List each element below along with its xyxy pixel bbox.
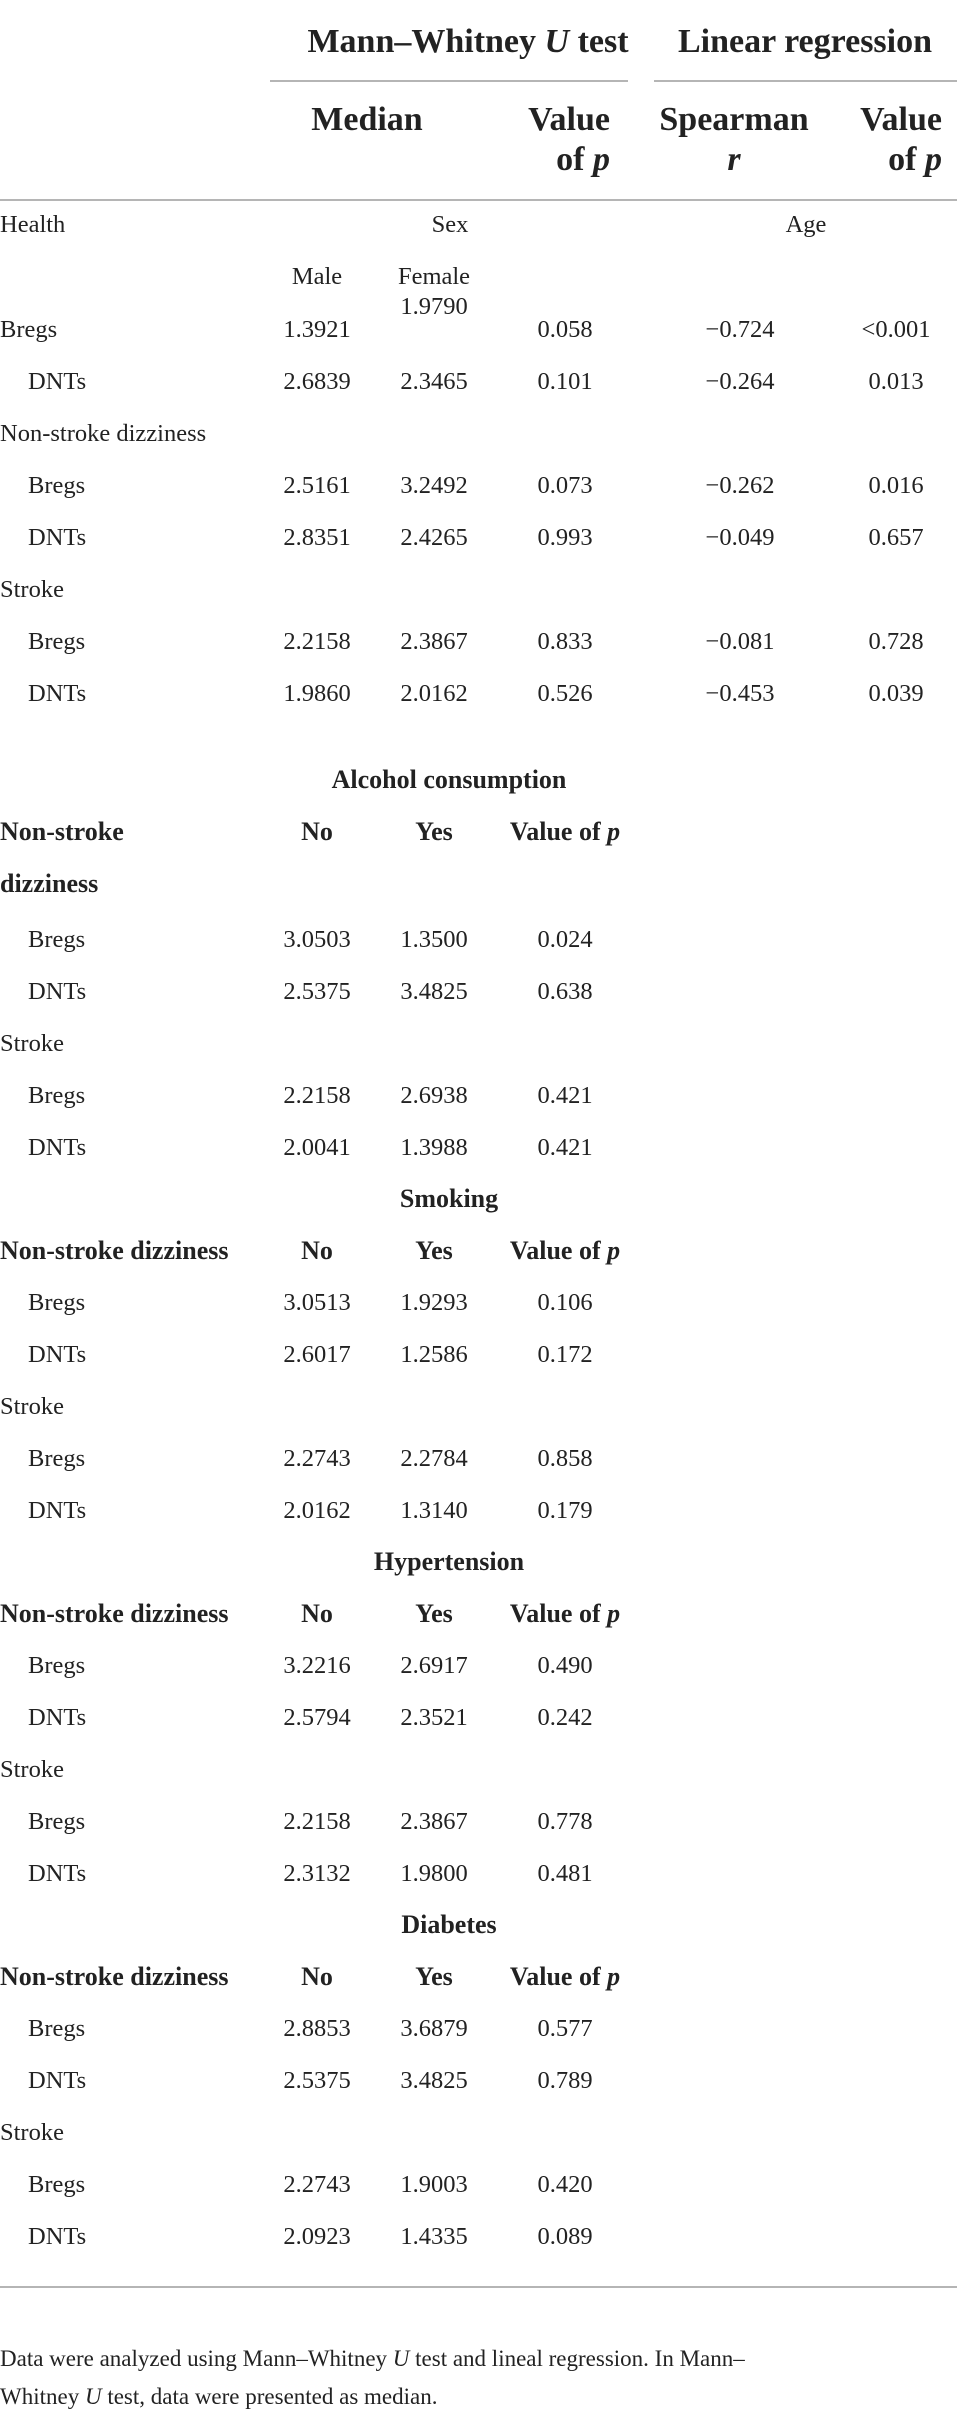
cell-yes-median: 3.4825 xyxy=(400,2067,468,2094)
column-label-value-of-p: Value of p xyxy=(509,1236,621,1265)
group-label: Stroke xyxy=(0,1393,64,1420)
column-label-value-of-p: Value of p xyxy=(509,1599,621,1628)
cell-no-median: 2.2743 xyxy=(283,2171,351,2198)
cell-regression-p: 0.016 xyxy=(868,472,924,499)
column-label-female: Female xyxy=(397,263,471,290)
cell-no-median: 2.3132 xyxy=(283,1860,351,1887)
cell-value-of-p: 0.058 xyxy=(537,316,593,343)
column-label-yes: Yes xyxy=(415,1599,453,1628)
row-label: DNTs xyxy=(28,2223,87,2250)
cell-regression-p: 0.657 xyxy=(868,524,924,551)
cell-yes-median: 1.9800 xyxy=(400,1860,468,1887)
cell-value-of-p: 0.638 xyxy=(537,978,593,1005)
row-label: Bregs xyxy=(28,1808,86,1835)
cell-value-of-p: 0.481 xyxy=(537,1860,593,1887)
cell-value-of-p: 0.421 xyxy=(537,1082,593,1109)
cell-spearman-r: −0.262 xyxy=(705,472,775,499)
cell-yes-median: 1.3500 xyxy=(400,926,468,953)
cell-yes-median: 3.6879 xyxy=(400,2015,468,2042)
cell-yes-median: 1.9293 xyxy=(400,1289,468,1316)
header-value-of-p-regression: Value of p xyxy=(860,101,942,178)
column-label-yes: Yes xyxy=(415,1236,453,1265)
group-label: Non-stroke dizziness xyxy=(0,420,207,447)
cell-yes-median: 1.9003 xyxy=(400,2171,468,2198)
cell-spearman-r: −0.049 xyxy=(705,524,775,551)
cell-no-median: 2.5794 xyxy=(283,1704,351,1731)
header-median: Median xyxy=(311,101,423,138)
cell-value-of-p: 0.242 xyxy=(537,1704,593,1731)
row-label: DNTs xyxy=(28,1497,87,1524)
row-label: DNTs xyxy=(28,1704,87,1731)
column-label-no: No xyxy=(301,1962,333,1991)
column-label-no: No xyxy=(301,817,333,846)
group-label: Stroke xyxy=(0,1756,64,1783)
cell-no-median: 2.0041 xyxy=(283,1134,351,1161)
group-label: Stroke xyxy=(0,1030,64,1057)
cell-male-median: 2.6839 xyxy=(283,368,351,395)
row-label: Bregs xyxy=(0,316,58,343)
column-label-sex: Sex xyxy=(431,211,469,238)
section-title-hypertension: Hypertension xyxy=(373,1547,525,1576)
header-mann-whitney: Mann–Whitney U test xyxy=(307,23,629,60)
row-label: Bregs xyxy=(28,472,86,499)
cell-yes-median: 1.3140 xyxy=(400,1497,468,1524)
cell-no-median: 3.2216 xyxy=(283,1652,351,1679)
cell-regression-p: <0.001 xyxy=(861,316,931,343)
section-title-diabetes: Diabetes xyxy=(401,1910,497,1939)
group-label: Non-stroke dizziness xyxy=(0,1236,229,1265)
cell-spearman-r: −0.264 xyxy=(705,368,775,395)
row-label: DNTs xyxy=(28,1860,87,1887)
row-label: DNTs xyxy=(28,524,87,551)
cell-spearman-r: −0.081 xyxy=(705,628,775,655)
cell-yes-median: 2.3867 xyxy=(400,1808,468,1835)
cell-no-median: 2.0923 xyxy=(283,2223,351,2250)
cell-no-median: 2.6017 xyxy=(283,1341,351,1368)
cell-male-median: 2.2158 xyxy=(283,628,351,655)
cell-value-of-p: 0.789 xyxy=(537,2067,593,2094)
cell-value-of-p: 0.577 xyxy=(537,2015,593,2042)
section-title-alcohol: Alcohol consumption xyxy=(331,765,567,794)
row-label: DNTs xyxy=(28,368,87,395)
cell-value-of-p: 0.490 xyxy=(537,1652,593,1679)
column-label-yes: Yes xyxy=(415,817,453,846)
group-rule-linear-regression xyxy=(654,80,957,82)
cell-female-median: 3.2492 xyxy=(400,472,468,499)
cell-yes-median: 1.4335 xyxy=(400,2223,468,2250)
cell-no-median: 2.2743 xyxy=(283,1445,351,1472)
cell-no-median: 2.2158 xyxy=(283,1082,351,1109)
cell-value-of-p: 0.526 xyxy=(537,680,593,707)
column-label-age: Age xyxy=(785,211,827,238)
group-label: Stroke xyxy=(0,576,64,603)
cell-female-median: 2.4265 xyxy=(400,524,468,551)
cell-yes-median: 2.6917 xyxy=(400,1652,468,1679)
cell-value-of-p: 0.024 xyxy=(537,926,593,953)
group-label: Stroke xyxy=(0,2119,64,2146)
cell-female-median: 2.3465 xyxy=(400,368,468,395)
column-label-no: No xyxy=(301,1236,333,1265)
row-label: Bregs xyxy=(28,2171,86,2198)
cell-male-median: 2.8351 xyxy=(283,524,351,551)
cell-no-median: 3.0513 xyxy=(283,1289,351,1316)
column-label-male: Male xyxy=(291,263,343,290)
cell-male-median: 2.5161 xyxy=(283,472,351,499)
cell-value-of-p: 0.106 xyxy=(537,1289,593,1316)
cell-spearman-r: −0.453 xyxy=(705,680,775,707)
cell-value-of-p: 0.778 xyxy=(537,1808,593,1835)
header-value-of-p: Value of p xyxy=(528,101,610,178)
cell-no-median: 2.2158 xyxy=(283,1808,351,1835)
cell-yes-median: 1.3988 xyxy=(400,1134,468,1161)
cell-spearman-r: −0.724 xyxy=(705,316,775,343)
cell-value-of-p: 0.420 xyxy=(537,2171,593,2198)
section-label-health: Health xyxy=(0,211,66,238)
row-label: Bregs xyxy=(28,1289,86,1316)
cell-no-median: 3.0503 xyxy=(283,926,351,953)
cell-value-of-p: 0.421 xyxy=(537,1134,593,1161)
cell-yes-median: 2.3521 xyxy=(400,1704,468,1731)
cell-yes-median: 3.4825 xyxy=(400,978,468,1005)
female-value-bregs: 1.9790 xyxy=(400,293,468,320)
cell-value-of-p: 0.101 xyxy=(537,368,593,395)
row-label: Bregs xyxy=(28,926,86,953)
cell-no-median: 2.0162 xyxy=(283,1497,351,1524)
row-label: DNTs xyxy=(28,2067,87,2094)
group-label: Non-stroke dizziness xyxy=(0,1962,229,1991)
header-spearman-r: Spearman r xyxy=(659,101,809,178)
row-label: Bregs xyxy=(28,1445,86,1472)
cell-value-of-p: 0.179 xyxy=(537,1497,593,1524)
row-label: DNTs xyxy=(28,1134,87,1161)
cell-regression-p: 0.728 xyxy=(868,628,924,655)
cell-no-median: 2.8853 xyxy=(283,2015,351,2042)
row-label: DNTs xyxy=(28,680,87,707)
header-rule xyxy=(0,199,957,201)
column-label-no: No xyxy=(301,1599,333,1628)
cell-yes-median: 2.2784 xyxy=(400,1445,468,1472)
column-label-value-of-p: Value of p xyxy=(509,817,621,846)
group-label: Non-stroke xyxy=(0,817,124,846)
footer-rule xyxy=(0,2286,957,2288)
cell-value-of-p: 0.073 xyxy=(537,472,593,499)
cell-regression-p: 0.039 xyxy=(868,680,924,707)
group-rule-mann-whitney xyxy=(270,80,628,82)
column-label-yes: Yes xyxy=(415,1962,453,1991)
cell-female-median: 2.3867 xyxy=(400,628,468,655)
cell-no-median: 2.5375 xyxy=(283,978,351,1005)
cell-yes-median: 2.6938 xyxy=(400,1082,468,1109)
cell-value-of-p: 0.089 xyxy=(537,2223,593,2250)
cell-value-of-p: 0.172 xyxy=(537,1341,593,1368)
row-label: Bregs xyxy=(28,2015,86,2042)
footnote: Data were analyzed using Mann–Whitney U test and lineal regression. In Mann– Whitney U test, data were presented as median. xyxy=(0,2346,745,2409)
cell-male-median: 1.9860 xyxy=(283,680,351,707)
cell-female-median: 2.0162 xyxy=(400,680,468,707)
cell-value-of-p: 0.993 xyxy=(537,524,593,551)
group-label-cont: dizziness xyxy=(0,869,99,898)
row-label: Bregs xyxy=(28,628,86,655)
cell-yes-median: 1.2586 xyxy=(400,1341,468,1368)
group-label: Non-stroke dizziness xyxy=(0,1599,229,1628)
header-linear-regression: Linear regression xyxy=(677,23,933,60)
cell-value-of-p: 0.833 xyxy=(537,628,593,655)
section-title-smoking: Smoking xyxy=(399,1184,499,1213)
cell-male-median: 1.3921 xyxy=(283,316,351,343)
row-label: Bregs xyxy=(28,1652,86,1679)
column-label-value-of-p: Value of p xyxy=(509,1962,621,1991)
row-label: Bregs xyxy=(28,1082,86,1109)
row-label: DNTs xyxy=(28,1341,87,1368)
cell-regression-p: 0.013 xyxy=(868,368,924,395)
cell-no-median: 2.5375 xyxy=(283,2067,351,2094)
cell-value-of-p: 0.858 xyxy=(537,1445,593,1472)
row-label: DNTs xyxy=(28,978,87,1005)
